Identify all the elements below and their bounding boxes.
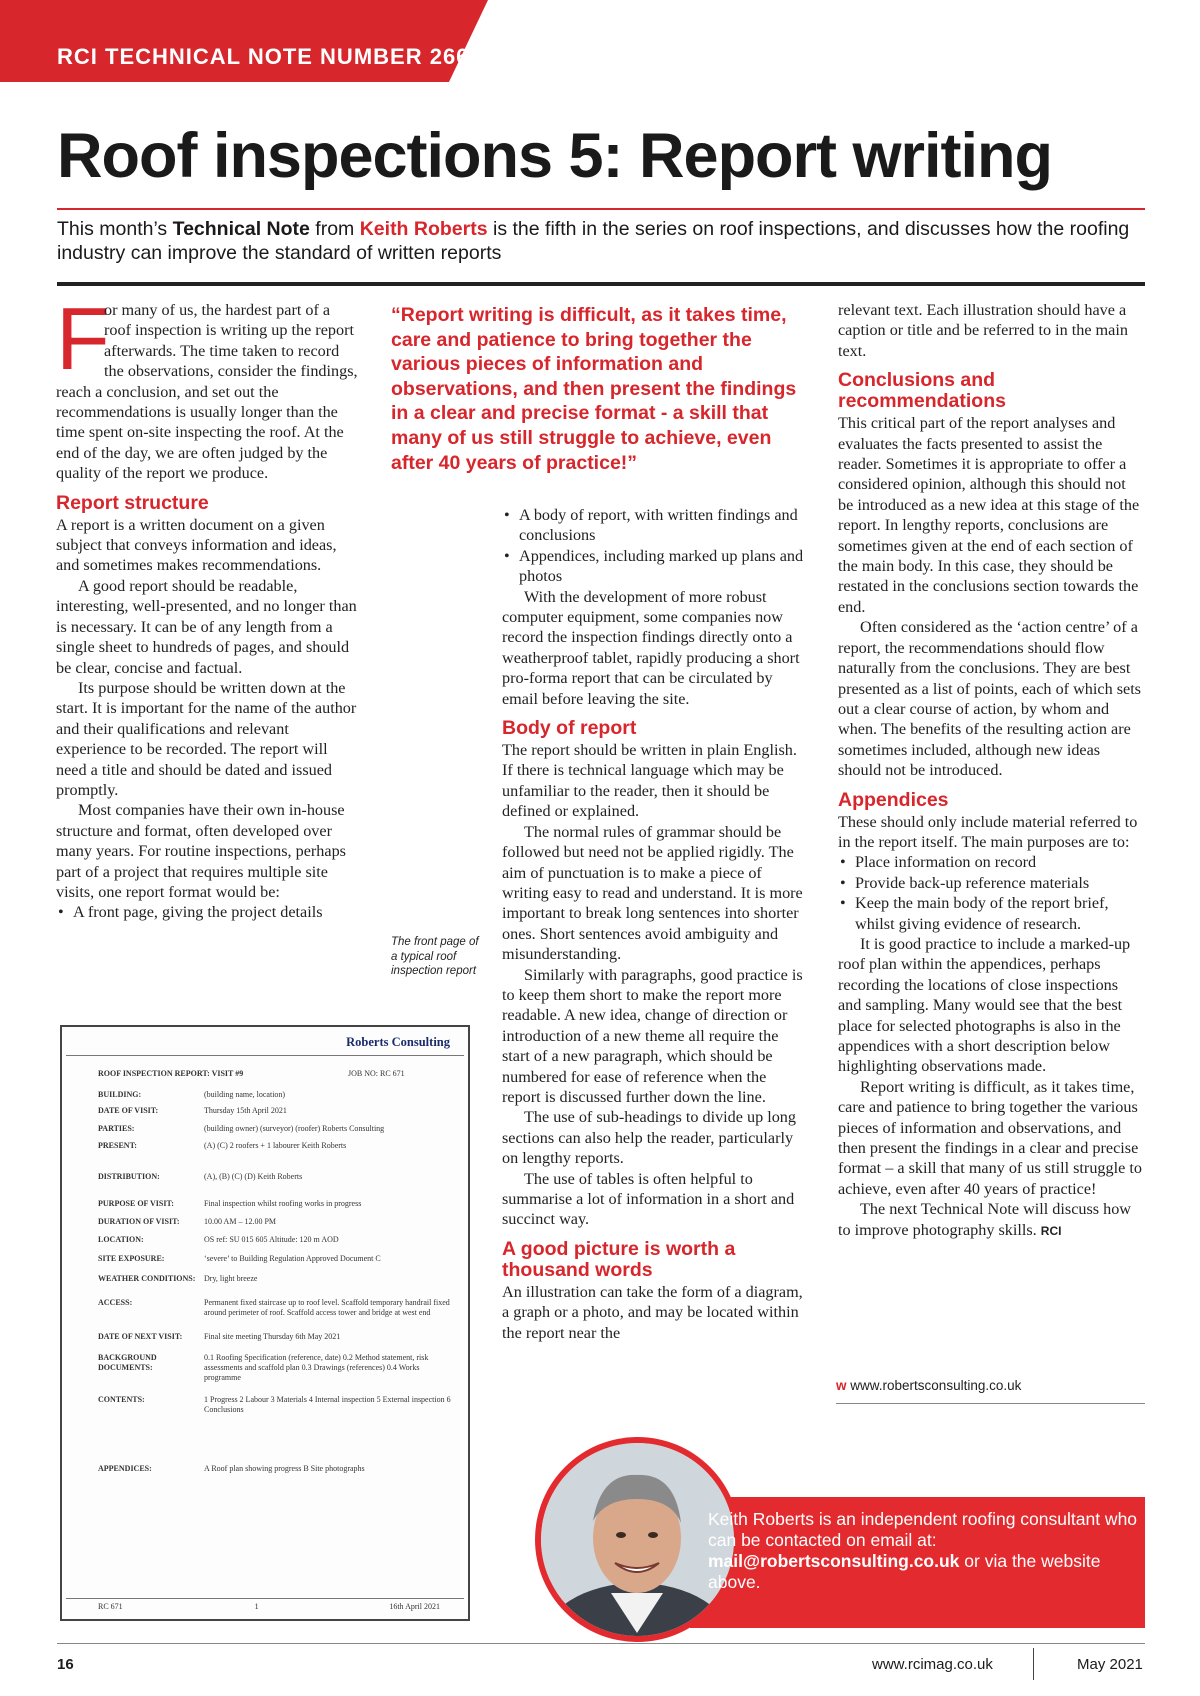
website-divider [836, 1403, 1145, 1404]
heading-report-structure: Report structure [56, 491, 209, 514]
heading-good-picture: A good picture is worth a thousand words [502, 1237, 736, 1281]
footer-url[interactable]: www.rcimag.co.uk [872, 1656, 993, 1673]
paragraph: The use of sub-headings to divide up long sections can also help the reader, particularly on lengthy reports. [502, 1108, 796, 1168]
paragraph: The normal rules of grammar should be followed but need not be applied rigidly. The aim of punctuation is to make a piece of writing easy to read and understand. It is more important to break long sentences into shorter ones. Short sentences avoid ambiguity and misunderstanding. [502, 822, 803, 964]
title-divider [57, 208, 1145, 210]
heading-conclusions: Conclusions and recommendations [838, 369, 1006, 413]
standfirst-divider [57, 282, 1145, 286]
list-item: • Keep the main body of the report brief, whilst giving evidence of research. [838, 893, 1145, 934]
paragraph: With the development of more robust computer equipment, some companies now record the inspection findings directly onto a weatherproof tablet, rapidly producing a short pro-forma report that can be circulated by email before leaving the site. [502, 587, 800, 708]
paragraph: A report is a written document on a given subject that conveys information and ideas, and sometimes makes recommendations. [56, 515, 337, 575]
paragraph: Often considered as the ‘action centre’ of a report, the recommendations should flow naturally from the conclusions. They are best presented as a list of points, each of which sets out a clear course of action, by whom and when. The benefits of the resulting action are sometimes included, although new ideas should not be introduced. [838, 618, 1141, 780]
heading-appendices: Appendices [838, 788, 949, 811]
report-footer: RC 671 1 16th April 2021 [98, 1602, 440, 1611]
paragraph: A good report should be readable, interesting, well-presented, and no longer than is necessary. It can be of any length from a single sheet to hundreds of pages, and should be clear, concise and factual. [56, 576, 357, 677]
paragraph: Its purpose should be written down at the start. It is important for the name of the author and their qualifications and relevant experience to be recorded. The report will need a title and should be dated and issued promptly. [56, 678, 357, 799]
image-caption: The front page of a typical roof inspection report [391, 936, 479, 977]
list-item: • Appendices, including marked up plans and photos [502, 546, 807, 587]
author-website[interactable]: w www.robertsconsulting.co.uk [836, 1378, 1022, 1393]
list-item: • A body of report, with written findings and conclusions [502, 505, 807, 546]
paragraph: The report should be written in plain English. If there is technical language which may be unfamiliar to the reader, then it should be defined or explained. [502, 741, 797, 821]
paragraph: Report writing is difficult, as it takes time, care and patience to bring together the various pieces of information and observations, and then present the findings in a clear and precise format – a skill that many of us still struggle to achieve, even after 40 years of practice! [838, 1077, 1142, 1198]
column-3 [838, 300, 1145, 1241]
footer-separator [1033, 1648, 1034, 1680]
report-front-page-image: Roberts Consulting ROOF INSPECTION REPORT: VISIT #9 JOB NO: RC 671 BUILDING: (building name, location) DATE OF VISIT: Thursday 15th April 2021 PARTIES: (building owner) (surveyor) (roofer) Roberts Consulting PRESENT: (A) (C) 2 roofers + 1 labourer Keith Roberts DISTRIBUTION: (A), (B) (C) (D) Keith Roberts PURPOSE OF VISIT: Final inspection whilst roofing works in progress DURATION OF VISIT: 10.00 AM – 12.00 PM LOCATION: OS ref: SU 015 605 Altitude: 120 m AOD SITE EXPOSURE: ‘severe’ to Building Regulation Approved Document C WEATHER CONDITIONS: Dry, light breeze ACCESS: Permanent fixed staircase up to roof level. Scaffold temporary handrail fixed around perimeter of roof. Scaffold access tower and bridge at west end DATE OF NEXT VISIT: Final site meeting Thursday 6th May 2021 BACKGROUND DOCUMENTS: 0.1 Roofing Specification (reference, date) 0.2 Method statement, risk assessments and scaffold plan 0.3 Drawings (references) 0.4 Works programme CONTENTS: 1 Progress 2 Labour 3 Materials 4 Internal inspection 5 External inspection 6 Conclusions APPENDICES: A Roof plan showing progress B Site photographs RC 671 1 16th April 2021 [60, 1025, 470, 1621]
appendices-purpose-list [838, 852, 1145, 934]
paragraph: Most companies have their own in-house structure and format, often developed over many years. For routine inspections, perhaps part of a project that requires multiple site visits, one report format would be: [56, 801, 346, 901]
page-number: 16 [57, 1656, 74, 1673]
intro-paragraph: F or many of us, the hardest part of a roof inspection is writing up the report afterwards. The time taken to record the observations, consider the findings, reach a conclusion, and set out the recommendations is usually longer than the time spent on-site inspecting the roof. At the end of the day, we are often judged by the quality of the report we produce. [56, 289, 358, 483]
banner-label: RCI TECHNICAL NOTE NUMBER 266 [57, 44, 470, 69]
paragraph: An illustration can take the form of a diagram, a graph or a photo, and may be located within the report near the [502, 1282, 803, 1342]
article-title: Roof inspections 5: Report writing [57, 121, 1053, 191]
paragraph: The use of tables is often helpful to summarise a lot of information in a short and succinct way. [502, 1169, 795, 1229]
paragraph: Similarly with paragraphs, good practice is to keep them short to make the report more readable. A new idea, change of direction or introduction of a new theme all require the start of a new paragraph, which should be numbered for ease of reference when the report is discussed further down the line. [502, 965, 803, 1106]
standfirst: This month’s Technical Note from Keith Roberts is the fifth in the series on roof inspections, and discusses how the roofing industry can improve the standard of written reports [57, 218, 1130, 264]
drop-cap: F [56, 289, 110, 388]
list-item: • Place information on record [838, 852, 1145, 872]
paragraph: It is good practice to include a marked-up roof plan within the appendices, perhaps recording the locations of close inspections and sampling. Many would see that the best place for selected photographs is also in the appendices with a short description below highlighting observations made. [838, 934, 1131, 1076]
report-format-list [56, 902, 361, 922]
author-bio: Keith Roberts is an independent roofing consultant who can be contacted on email at: mail@robertsconsulting.co.uk or via the website above. [708, 1509, 1138, 1592]
author-name: Keith Roberts [359, 218, 488, 240]
paragraph: relevant text. Each illustration should have a caption or title and be referred to in the main text. [838, 301, 1128, 360]
footer-divider [57, 1643, 1145, 1644]
heading-body-of-report: Body of report [502, 717, 637, 740]
footer-date: May 2021 [1077, 1656, 1143, 1673]
report-firm-name: Roberts Consulting [346, 1035, 450, 1049]
column-1 [56, 289, 361, 923]
pull-quote: “Report writing is difficult, as it takes time, care and patience to bring together the various pieces of information and observations, and then present the findings in a clear and precise format - a skill that many of us still struggle to achieve, even after 40 years of practice!” [391, 304, 797, 474]
author-email[interactable]: mail@robertsconsulting.co.uk [708, 1551, 960, 1571]
column-2 [502, 505, 807, 1343]
list-item: • Provide back-up reference materials [838, 873, 1145, 893]
rci-end-mark: RCI [1040, 1223, 1062, 1238]
author-portrait-icon [541, 1443, 734, 1636]
paragraph: The next Technical Note will discuss how to improve photography skills. RCI [838, 1200, 1131, 1239]
list-item: • A front page, giving the project details [56, 902, 361, 922]
paragraph: These should only include material referred to in the report itself. The main purposes are to: [838, 812, 1138, 851]
report-format-list-cont [502, 505, 807, 587]
paragraph: This critical part of the report analyses and evaluates the facts presented to assist the reader. Sometimes it is appropriate to offer a considered opinion, although this should not be introduced as a new idea at this stage of the report. In lengthy reports, conclusions are sometimes given at the end of each section of the main body. In this case, they should be restated in the conclusions section towards the end. [838, 414, 1140, 616]
